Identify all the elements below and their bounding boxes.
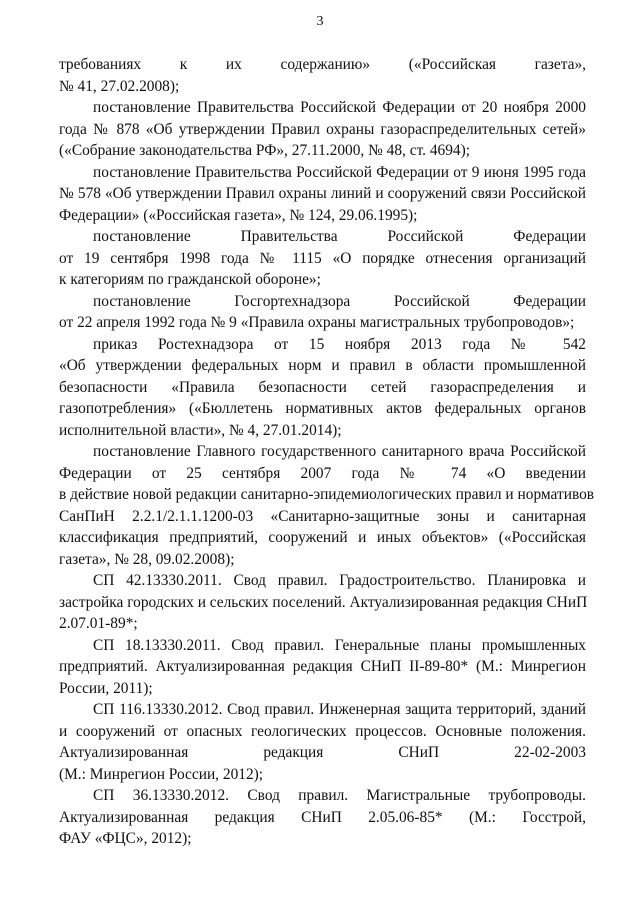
page-number: 3 [316,14,324,29]
text-line: СП 116.13330.2012. Свод правил. Инженерная защита территорий, зданий [93,701,586,718]
text-line: предприятий. Актуализированная редакция СНиП II-89-80* (М.: Минрегион [59,658,586,675]
text-line: СП 36.13330.2012. Свод правил. Магистральные трубопроводы. [93,787,586,804]
text-line: классификация предприятий, сооружений и иных объектов» («Российская [59,529,586,546]
paragraph [59,570,586,635]
text-line: № 41, 27.02.2008); [59,77,180,95]
text-line: СанПиН 2.2.1/2.1.1.1200-03 «Санитарно-защитные зоны и санитарная [59,507,586,525]
paragraph [59,441,595,570]
text-line: 2.07.01-89*; [59,615,138,632]
text-line: Актуализированная редакция СНиП 22-02-2003 [59,744,586,761]
text-line: «Об утверждении федеральных норм и правил в области промышленной [59,357,586,374]
text-line: постановление Правительства Российской Федерации [93,228,586,245]
paragraph [59,162,586,227]
paragraph [59,226,586,291]
paragraph [59,97,586,162]
text-line: безопасности «Правила безопасности сетей газораспределения и [59,378,586,396]
text-line: постановление Правительства Российской Федерации от 20 ноября 2000 [93,99,586,116]
text-line: от 19 сентября 1998 года № 1115 «О порядке отнесения организаций [59,249,586,267]
text-line: приказ Ростехнадзора от 15 ноября 2013 года № 542 [93,335,586,353]
paragraph [59,635,586,700]
text-line: постановление Главного государственного санитарного врача Российской [93,443,586,460]
text-line: Федерации от 25 сентября 2007 года № 74 «О введении [59,464,586,482]
text-line: газета», № 28, 09.02.2008); [59,550,235,568]
text-line: СП 18.13330.2011. Свод правил. Генеральные планы промышленных [93,636,586,654]
text-line: требованиях к их содержанию» («Российская газета», [59,56,586,73]
text-line: от 22 апреля 1992 года № 9 «Правила охраны магистральных трубопроводов»; [59,314,575,331]
text-line: постановление Правительства Российской Федерации от 9 июня 1995 года [93,163,586,181]
document-body [59,54,595,850]
text-line: Актуализированная редакция СНиП 2.05.06-85* (М.: Госстрой, [59,808,586,826]
text-line: СП 42.13330.2011. Свод правил. Градостроительство. Планировка и [93,572,586,589]
paragraph [59,291,586,334]
text-line: в действие новой редакции санитарно-эпидемиологических правил и нормативов [59,486,595,503]
paragraph [59,334,586,442]
text-line: года № 878 «Об утверждении Правил охраны газораспределительных сетей» [59,120,586,138]
text-line: к категориям по гражданской обороне»; [59,271,321,288]
text-line: № 578 «Об утверждении Правил охраны линий и сооружений связи Российской [59,185,586,202]
text-line: Федерации» («Российская газета», № 124, 29.06.1995); [59,206,418,224]
text-line: постановление Госгортехнадзора Российской Федерации [93,292,586,310]
text-line: ФАУ «ФЦС», 2012); [59,830,192,847]
paragraph [59,785,586,850]
text-line: России, 2011); [59,679,153,697]
text-line: (М.: Минрегион России, 2012); [59,765,264,783]
text-line: («Собрание законодательства РФ», 27.11.2000, № 48, ст. 4694); [59,142,471,159]
paragraph [59,54,586,97]
text-line: газопотребления» («Бюллетень нормативных актов федеральных органов [59,400,586,417]
paragraph [59,699,586,785]
text-line: и сооружений от опасных геологических процессов. Основные положения. [59,722,586,740]
text-line: исполнительной власти», № 4, 27.01.2014); [59,421,342,439]
text-line: застройка городских и сельских поселений. Актуализированная редакция СНиП [59,593,588,611]
